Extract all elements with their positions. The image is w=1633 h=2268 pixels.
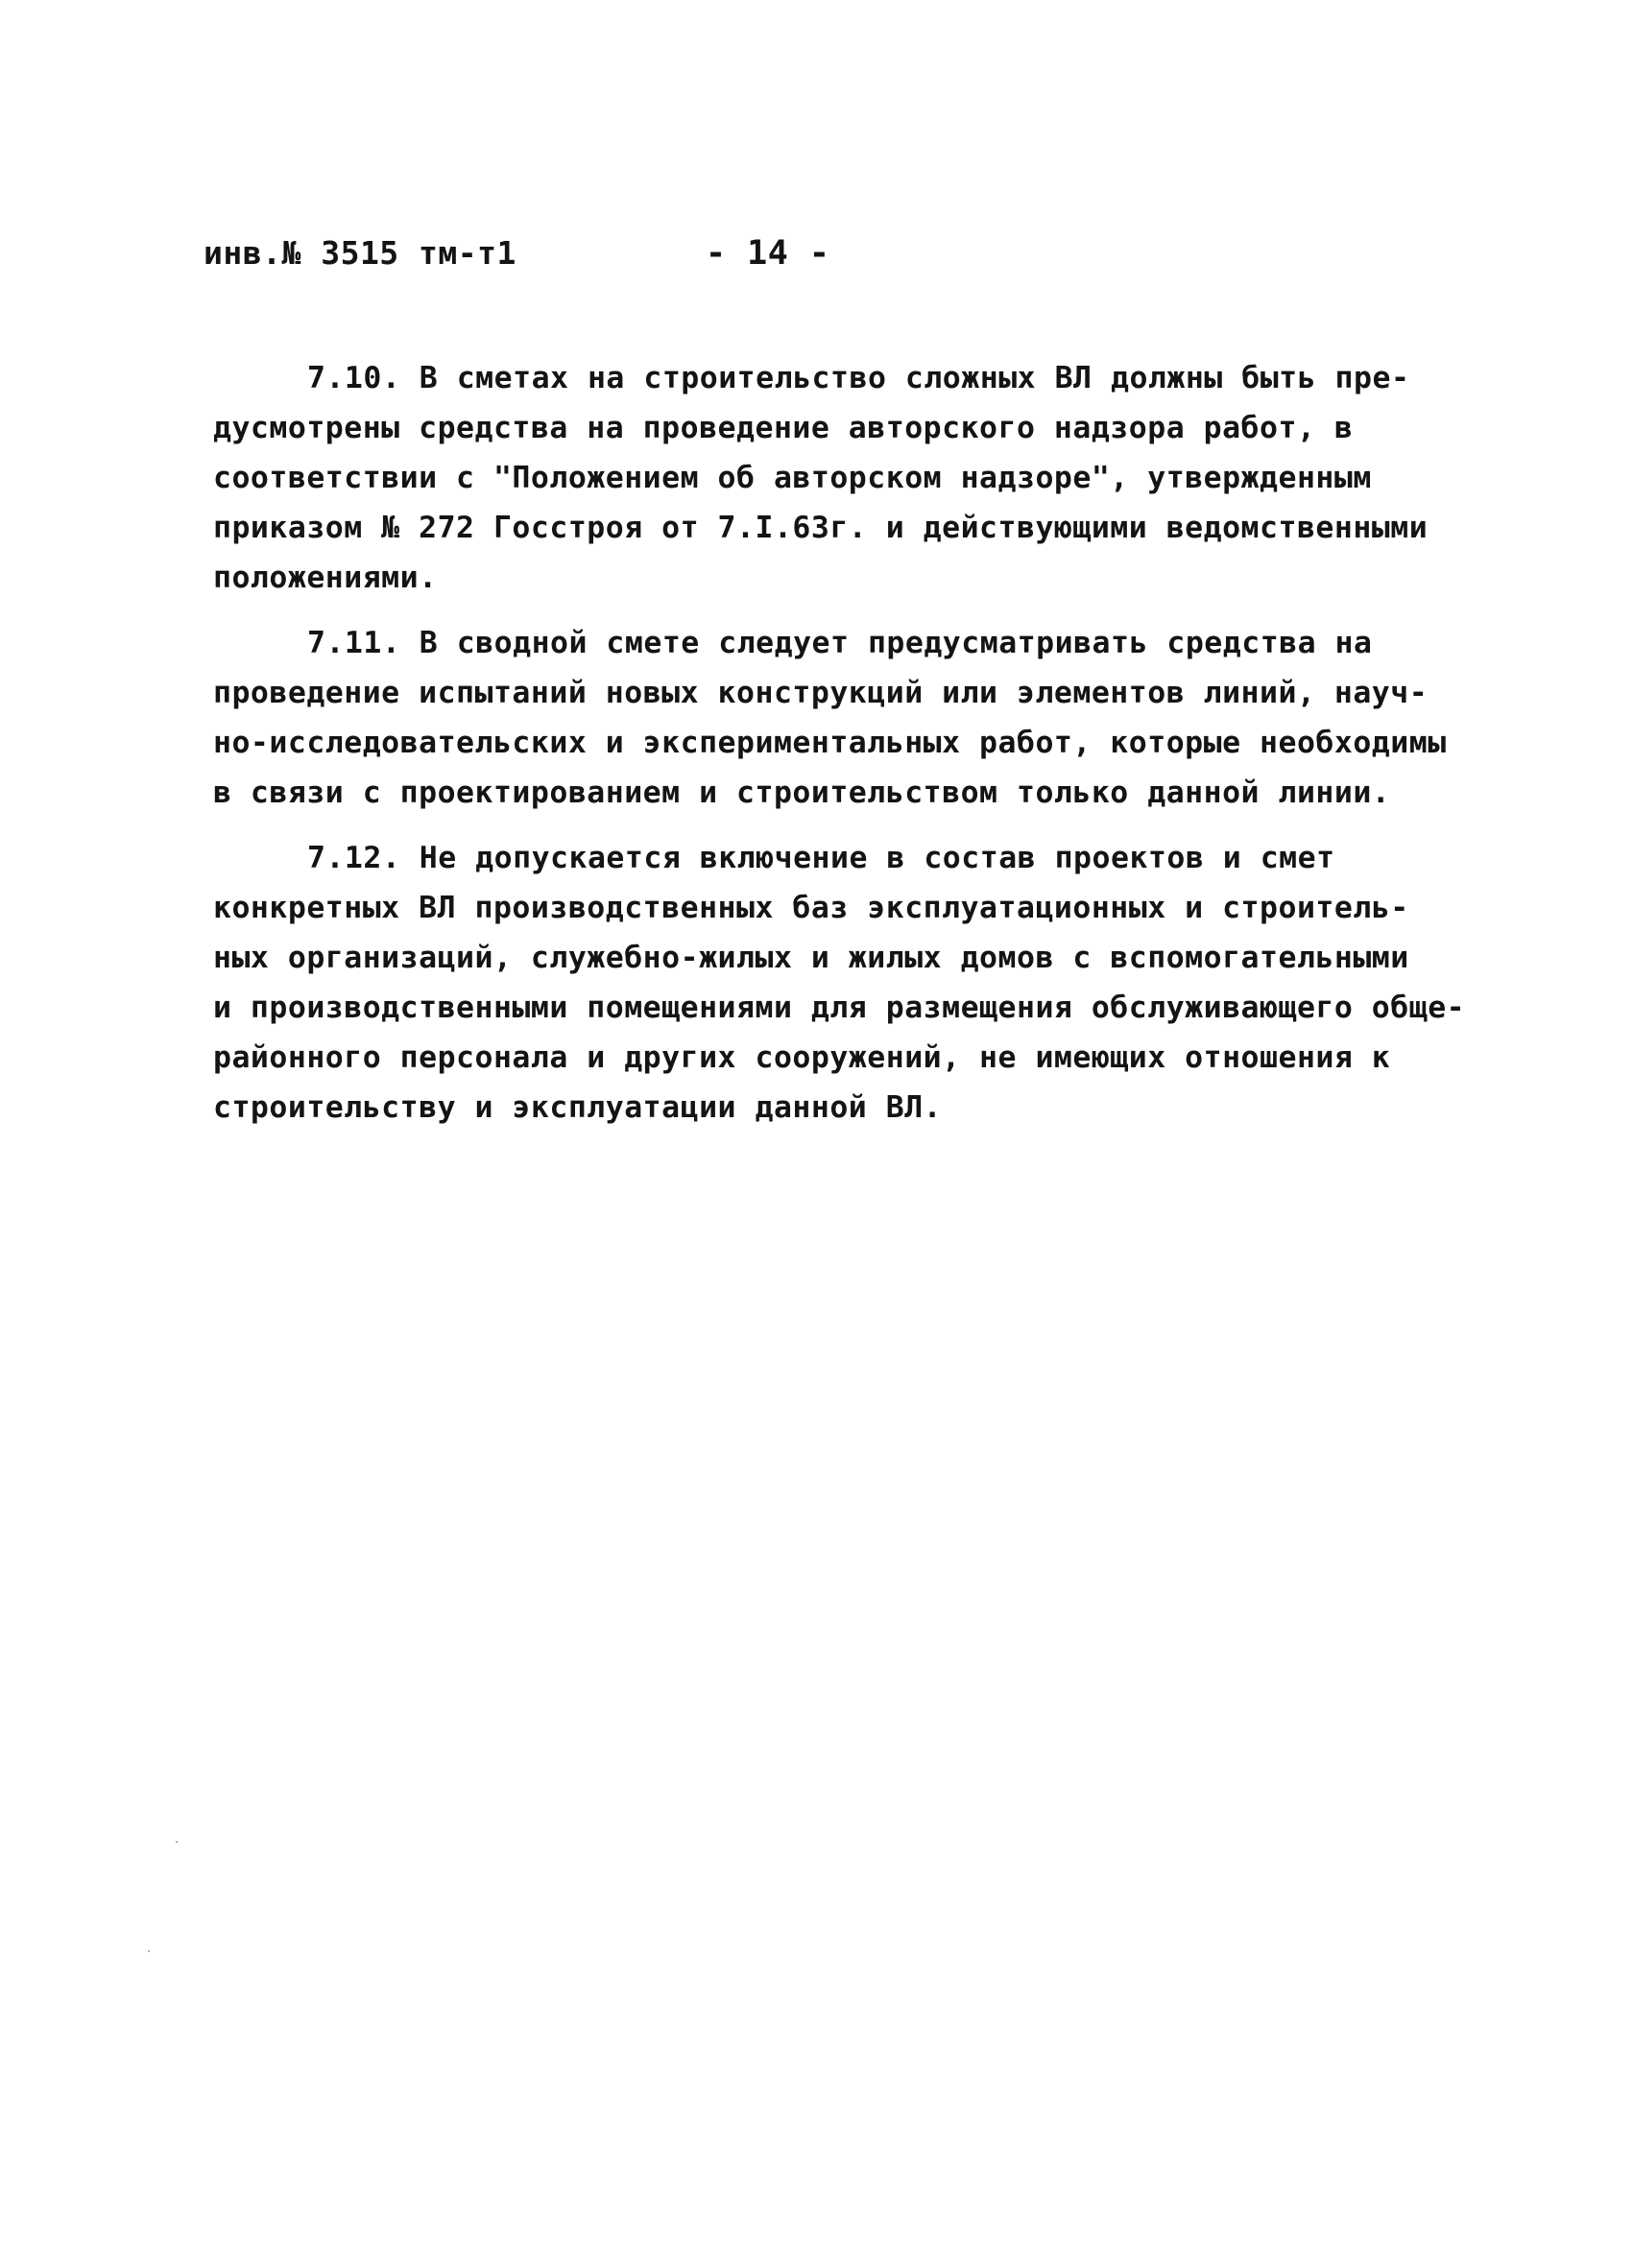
text-line: районного персонала и других сооружений, не имеющих отношения к <box>213 1040 1391 1075</box>
text-line: конкретных ВЛ производственных баз эксплуатационных и строитель- <box>213 891 1409 925</box>
text-line: 7.12. Не допускается включение в состав проектов и смет <box>307 841 1335 875</box>
scan-speck <box>176 1841 178 1843</box>
text-line: ных организаций, служебно-жилых и жилых домов с вспомогательными <box>213 941 1409 975</box>
text-line: 7.10. В сметах на строительство сложных ВЛ должны быть пре- <box>307 361 1410 395</box>
text-line: и производственными помещениями для размещения обслуживающего обще- <box>213 991 1466 1025</box>
page-number: - 14 - <box>706 234 830 273</box>
text-line: строительству и эксплуатации данной ВЛ. <box>213 1090 943 1125</box>
paragraph-7-11 <box>213 618 1452 818</box>
text-line: соответствии с "Положением об авторском надзоре", утвержденным <box>213 461 1372 495</box>
text-line: положениями. <box>213 561 438 595</box>
text-line: но-исследовательских и экспериментальных работ, которые необходимы <box>213 726 1447 760</box>
document-inventory-number: инв.№ 3515 тм-т1 <box>204 234 516 272</box>
paragraph-7-12 <box>213 833 1466 1133</box>
text-line: дусмотрены средства на проведение авторского надзора работ, в <box>213 411 1354 445</box>
text-line: проведение испытаний новых конструкций или элементов линий, науч- <box>213 676 1429 710</box>
text-line: приказом № 272 Госстроя от 7.I.63г. и действующими ведомственными <box>213 511 1429 545</box>
text-line: 7.11. В сводной смете следует предусматривать средства на <box>307 626 1373 660</box>
text-line: в связи с проектированием и строительством только данной линии. <box>213 776 1391 810</box>
paragraph-7-10 <box>213 353 1452 603</box>
scan-speck <box>148 1950 150 1952</box>
document-body <box>213 353 1466 1133</box>
